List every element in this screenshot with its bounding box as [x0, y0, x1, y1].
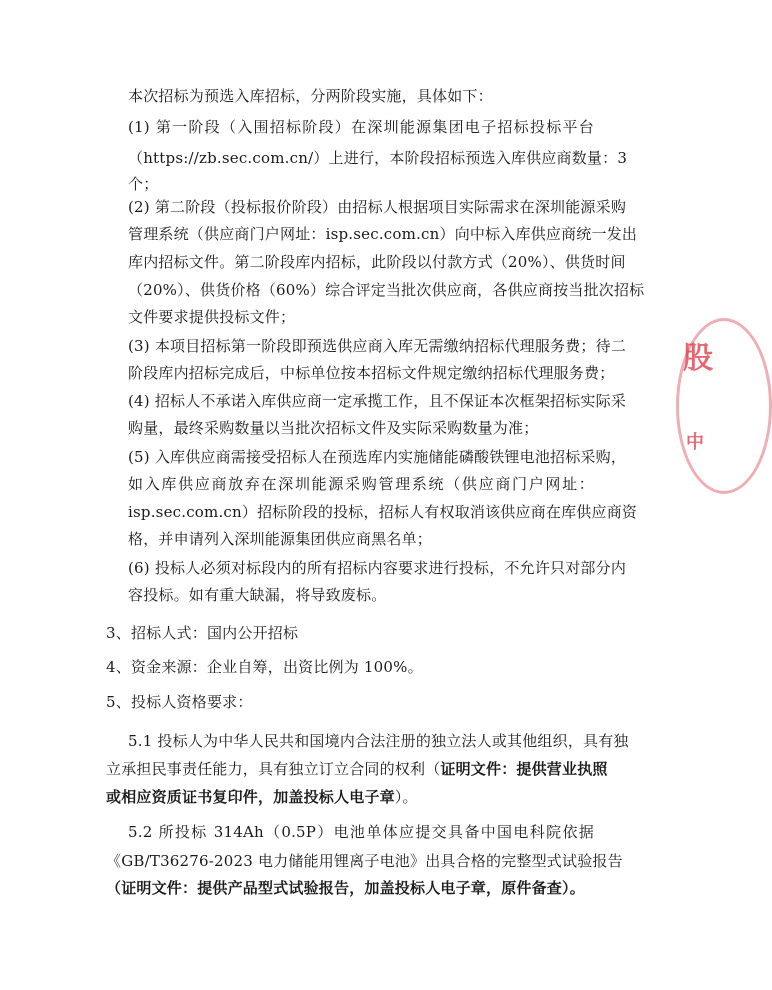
req2-line2: 《GB/T36276-2023 电力储能用锂离子电池》出具合格的完整型式试验报告 [106, 852, 623, 870]
item1-line2: （https://zb.sec.com.cn/）上进行，本阶段招标预选入库供应商数量：3 [128, 149, 628, 167]
section5-heading: 5、投标人资格要求： [106, 693, 253, 711]
item2-line3: 库内招标文件。第二阶段库内招标，此阶段以付款方式（20%）、供货时间 [128, 253, 626, 271]
req1-line2 [106, 759, 608, 779]
section4-heading: 4、资金来源：企业自筹，出资比例为 100%。 [106, 658, 423, 676]
seal-char-bottom: 中 [686, 432, 704, 453]
item6-line2: 容投标。如有重大缺漏，将导致废标。 [128, 586, 387, 604]
item4-line2: 购量，最终采购数量以当批次招标文件及实际采购数量为准； [128, 419, 539, 437]
item1-line1: (1) 第一阶段（入围招标阶段）在深圳能源集团电子招标投标平台 [128, 118, 594, 136]
section3-heading: 3、招标人式：国内公开招标 [106, 624, 299, 642]
req2-line1: 5.2 所投标 314Ah（0.5P）电池单体应提交具备中国电科院依据 [128, 823, 594, 841]
item2-line1: (2) 第二阶段（投标报价阶段）由招标人根据项目实际需求在深圳能源采购 [128, 198, 627, 216]
item5-line2: 如入库供应商放弃在深圳能源采购管理系统（供应商门户网址： [128, 475, 594, 493]
item2-line5: 文件要求提供投标文件； [128, 308, 296, 326]
seal-char-top: 股 [683, 341, 713, 376]
req1-proof-text: 证明文件：提供营业执照 [440, 760, 608, 778]
req2-line3: （证明文件：提供产品型式试验报告，加盖投标人电子章，原件备查）。 [106, 879, 585, 897]
req1-line2-text: 立承担民事责任能力，具有独立订立合同的权利（ [106, 760, 441, 778]
item1-line3: 个； [128, 175, 159, 193]
item5-line4: 格，并申请列入深圳能源集团供应商黑名单； [128, 530, 433, 548]
item3-line1: (3) 本项目招标第一阶段即预选供应商入库无需缴纳招标代理服务费；待二 [128, 337, 627, 355]
item4-line1: (4) 招标人不承诺入库供应商一定承揽工作，且不保证本次框架招标实际采 [128, 392, 627, 410]
item3-line2: 阶段库内招标完成后，中标单位按本招标文件规定缴纳招标代理服务费； [128, 364, 615, 382]
intro-text: 本次招标为预选入库招标，分两阶段实施，具体如下： [128, 87, 493, 105]
req1-proof-text-cont: 或相应资质证书复印件，加盖投标人电子章 [106, 788, 395, 806]
item2-line4: （20%）、供货价格（60%）综合评定当批次供应商，各供应商按当批次招标 [128, 281, 645, 299]
item2-line2: 管理系统（供应商门户网址：isp.sec.com.cn）向中标入库供应商统一发出 [128, 225, 638, 243]
item5-line3: isp.sec.com.cn）招标阶段的投标，招标人有权取消该供应商在库供应商资 [128, 503, 638, 521]
item6-line1: (6) 投标人必须对标段内的所有招标内容要求进行投标，不允许只对部分内 [128, 559, 627, 577]
req1-line3-end: ）。 [394, 788, 418, 806]
item5-line1: (5) 入库供应商需接受招标人在预选库内实施储能磷酸铁锂电池招标采购， [128, 448, 627, 466]
req1-line1: 5.1 投标人为中华人民共和国境内合法注册的独立法人或其他组织，具有独 [128, 732, 629, 750]
req1-line3 [106, 787, 418, 807]
